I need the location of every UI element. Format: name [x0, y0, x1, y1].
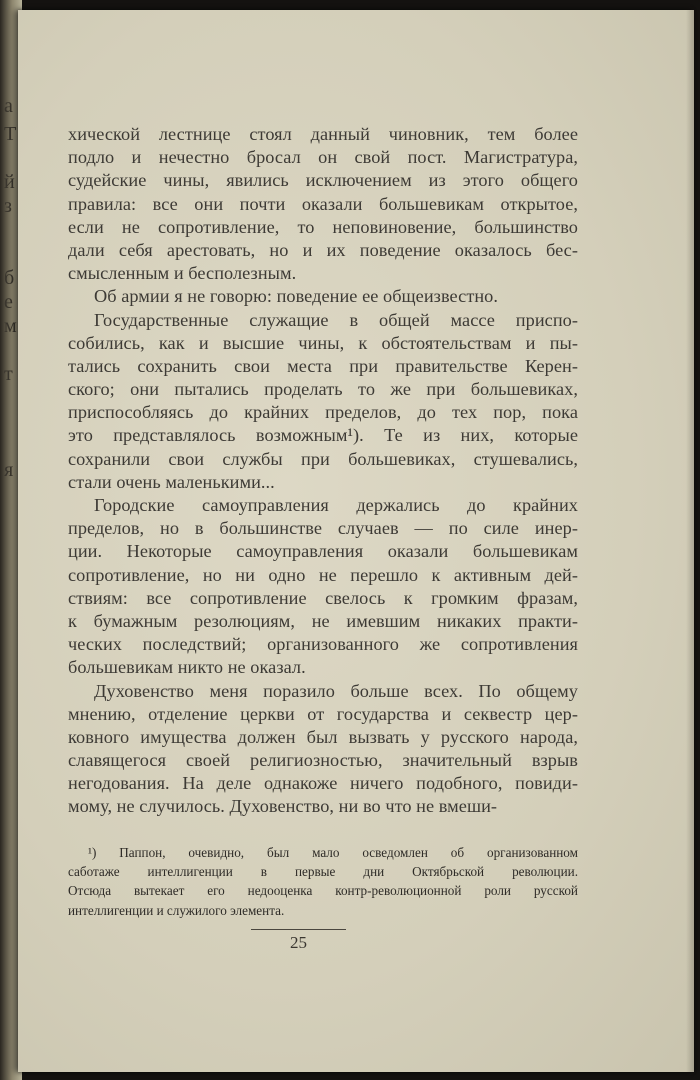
text-line: Государственные служащие в общей массе приспо- [94, 309, 578, 330]
footnote-line: интеллигенции и служилого элемента. [68, 902, 285, 918]
margin-fragment: м [4, 315, 17, 337]
text-line: сохранили свои службы при большевиках, стушевались, [68, 448, 578, 469]
text-line: Об армии я не говорю: поведение ее общеизвестно. [94, 286, 498, 307]
text-line: славящегося своей религиозностью, значительный взрыв [68, 750, 578, 771]
margin-fragment: е [4, 291, 13, 313]
margin-fragment: з [4, 195, 12, 217]
text-line: хической лестнице стоял данный чиновник, тем более [68, 124, 578, 144]
text-line: пределов, но в большинстве случаев — по силе инер- [68, 518, 578, 539]
text-line: судейские чины, явились исключением из этого общего [68, 170, 578, 191]
paragraph [68, 680, 578, 819]
text-line: ского; они пытались проделать то же при большевиках, [68, 379, 578, 400]
page-number: 25 [290, 933, 307, 952]
margin-fragment: т [4, 363, 13, 385]
footnote-line: Отсюда вытекает его недооценка контр-революционной роли русской [68, 883, 578, 899]
text-line: ковного имущества должен был вызвать у русского народа, [68, 726, 578, 747]
margin-fragment: б [4, 267, 15, 289]
text-line: смысленным и бесполезным. [68, 263, 297, 284]
text-line: дали себя арестовать, но и их поведение оказалось бес- [68, 239, 578, 260]
page-edge-shadow [686, 10, 694, 1072]
text-line: Духовенство меня поразило больше всех. По общему [94, 680, 578, 701]
text-line: негодования. На деле однакоже ничего подобного, повиди- [68, 773, 578, 794]
body-text [68, 123, 578, 819]
page-number-rule [251, 929, 346, 930]
text-line: ции. Некоторые самоуправления оказали большевикам [68, 541, 578, 562]
paragraph [68, 494, 578, 680]
paragraph [68, 285, 578, 308]
text-line: ствиям: все сопротивление свелось к громким фразам, [68, 587, 578, 608]
paragraph [68, 123, 578, 285]
margin-fragment: й [4, 171, 15, 193]
text-line: ческих последствий; организованного же сопротивления [68, 634, 578, 655]
text-line: стали очень маленькими... [68, 471, 275, 492]
margin-fragment: я [4, 459, 14, 481]
margin-fragment: а [4, 95, 13, 117]
text-line: приспособляясь до крайних пределов, до тех пор, пока [68, 402, 578, 423]
text-line: мому, не случилось. Духовенство, ни во что не вмеши- [68, 796, 498, 817]
footnote-line: саботаже интеллигенции в первые дни Октябрьской революции. [68, 864, 578, 880]
footnote-line: ¹) Паппон, очевидно, был мало осведомлен об организованном [88, 845, 578, 860]
text-line: большевикам никто не оказал. [68, 657, 306, 678]
text-line: это представлялось возможным¹). Те из них, которые [68, 425, 578, 446]
text-line: если не сопротивление, то неповиновение, большинство [68, 216, 578, 237]
book-page [18, 10, 694, 1072]
text-line: мнению, отделение церкви от государства и секвестр цер- [68, 703, 578, 724]
text-line: сопротивление, но ни одно не перешло к активным дей- [68, 564, 578, 585]
text-line: тались сохранить свои места при правительстве Керен- [68, 355, 578, 376]
text-line: собились, как и высшие чины, к обстоятельствам и пы- [68, 332, 578, 353]
text-line: правила: все они почти оказали большевикам открытое, [68, 193, 578, 214]
paragraph [68, 309, 578, 495]
text-line: Городские самоуправления держались до крайних [94, 495, 578, 515]
text-line: к бумажным резолюциям, не имевшим никаких практи- [68, 610, 578, 631]
margin-fragment: Т [4, 123, 17, 145]
footnote [68, 843, 578, 920]
text-line: подло и нечестно бросал он свой пост. Магистратура, [68, 147, 578, 168]
